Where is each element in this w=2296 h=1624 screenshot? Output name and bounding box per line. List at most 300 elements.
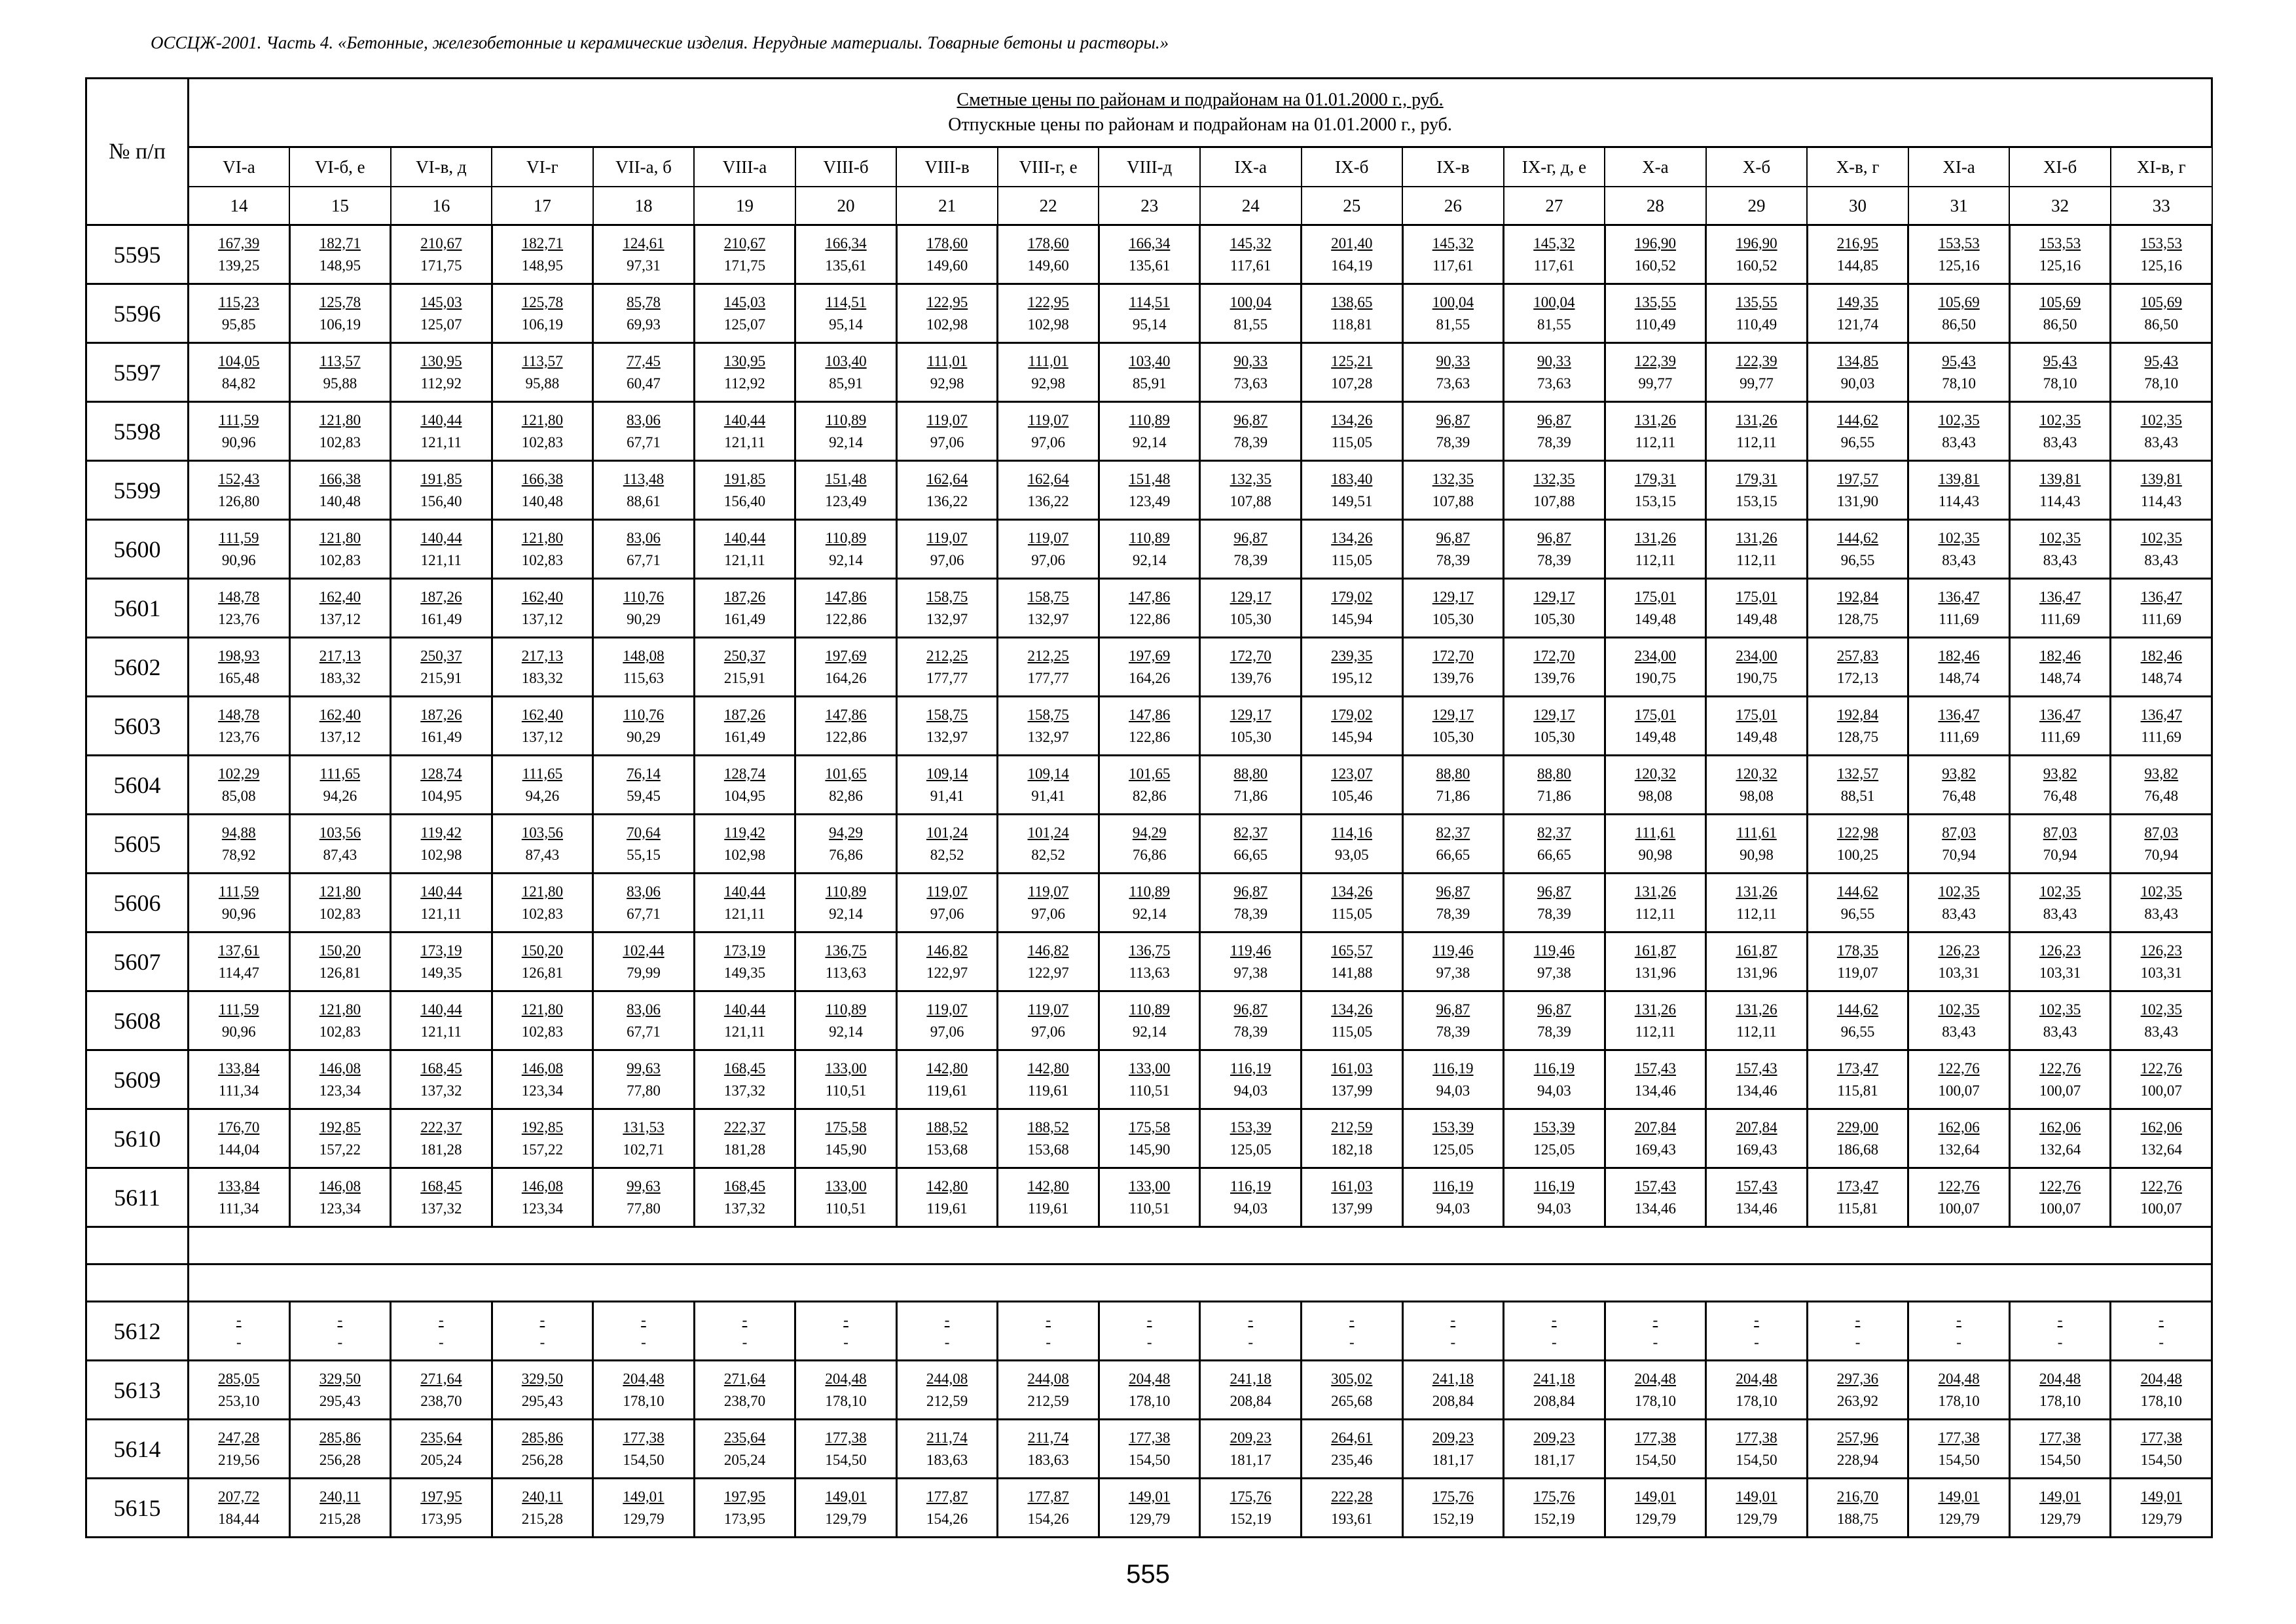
estimated-price: 113,57 (522, 352, 563, 369)
release-price: - (1552, 1333, 1557, 1350)
release-price: 149,35 (420, 964, 462, 981)
release-price: 81,55 (1537, 316, 1571, 333)
estimated-price: 157,43 (1736, 1060, 1777, 1077)
price-cell (593, 1302, 695, 1361)
price-cell (795, 1361, 897, 1420)
release-price: 78,39 (1233, 434, 1268, 451)
estimated-price: 140,44 (420, 411, 462, 428)
price-cell (391, 225, 492, 284)
release-price: 123,34 (521, 1200, 564, 1217)
estimated-price: 182,71 (319, 234, 361, 251)
release-price: 114,43 (2141, 492, 2182, 509)
release-price: 90,96 (221, 434, 256, 451)
estimated-price: 250,37 (420, 647, 462, 664)
estimated-price: 187,26 (723, 588, 766, 605)
estimated-price: 83,06 (627, 529, 661, 546)
release-price: 94,03 (1436, 1200, 1470, 1217)
estimated-price: 217,13 (319, 647, 361, 664)
release-price: - (944, 1333, 950, 1350)
price-cell (593, 343, 695, 402)
release-price: 105,30 (1230, 610, 1271, 627)
estimated-price: 197,95 (723, 1488, 766, 1505)
release-price: 111,69 (1939, 728, 1979, 745)
price-cell (1807, 1109, 1908, 1168)
estimated-price: 216,95 (1836, 234, 1879, 251)
price-cell (1504, 1420, 1605, 1479)
price-cell (1807, 815, 1908, 874)
estimated-price: 83,06 (627, 411, 661, 428)
price-cell (896, 815, 998, 874)
release-price: 153,15 (1736, 492, 1777, 509)
estimated-price: 201,40 (1331, 234, 1373, 251)
estimated-price: 87,03 (2043, 824, 2077, 841)
price-cell (998, 461, 1099, 520)
price-cell (1908, 1420, 2010, 1479)
estimated-price: 119,07 (926, 1001, 968, 1018)
price-cell (1099, 991, 1200, 1050)
release-price: 105,30 (1230, 728, 1271, 745)
price-cell (998, 1361, 1099, 1420)
price-cell (1807, 756, 1908, 815)
estimated-price: 131,26 (1736, 1001, 1777, 1018)
estimated-price: 177,38 (623, 1429, 665, 1446)
price-cell (1807, 874, 1908, 932)
row-number: 5595 (86, 225, 189, 284)
release-price: 96,55 (1840, 551, 1875, 568)
price-cell (1504, 697, 1605, 756)
estimated-price: 168,45 (723, 1177, 766, 1194)
release-price: 153,68 (926, 1141, 968, 1158)
estimated-price: 191,85 (723, 470, 766, 487)
release-price: 105,30 (1432, 610, 1474, 627)
release-price: 55,15 (627, 846, 661, 863)
release-price: 102,83 (319, 1023, 361, 1040)
price-cell (795, 1420, 897, 1479)
release-price: 125,05 (1432, 1141, 1474, 1158)
estimated-price: 285,86 (521, 1429, 564, 1446)
release-price: 67,71 (627, 905, 661, 922)
estimated-price: 124,61 (623, 234, 665, 251)
release-price: 212,59 (1027, 1392, 1069, 1409)
release-price: 111,69 (2141, 610, 2181, 627)
release-price: 173,95 (420, 1510, 462, 1527)
price-cell (2111, 815, 2212, 874)
release-price: 141,88 (1331, 964, 1373, 981)
price-cell (1706, 1479, 1808, 1538)
release-price: 96,55 (1840, 434, 1875, 451)
estimated-price: 119,42 (420, 824, 462, 841)
price-cell (795, 991, 897, 1050)
release-price: 160,52 (1634, 257, 1677, 274)
price-cell (694, 343, 795, 402)
price-cell (1605, 225, 1706, 284)
estimated-price: - (1349, 1311, 1355, 1328)
price-cell (1200, 815, 1302, 874)
price-cell (896, 1420, 998, 1479)
release-price: 115,05 (1331, 1023, 1372, 1040)
price-cell (1908, 1168, 2010, 1227)
estimated-price: 196,90 (1736, 234, 1777, 251)
price-cell (1402, 932, 1504, 991)
release-price: - (641, 1333, 646, 1350)
price-cell (2009, 343, 2111, 402)
release-price: 100,07 (2039, 1200, 2081, 1217)
price-cell (1706, 874, 1808, 932)
price-cell (1605, 756, 1706, 815)
estimated-price: 264,61 (1331, 1429, 1373, 1446)
estimated-price: 136,47 (1938, 706, 1980, 723)
price-cell (2111, 756, 2212, 815)
estimated-price: 96,87 (1436, 1001, 1470, 1018)
price-cell (593, 991, 695, 1050)
price-cell (492, 1361, 593, 1420)
release-price: 117,61 (1230, 257, 1271, 274)
estimated-price: 138,65 (1331, 293, 1373, 310)
estimated-price: 222,37 (723, 1118, 766, 1135)
estimated-price: 120,32 (1634, 765, 1677, 782)
estimated-price: 134,85 (1836, 352, 1879, 369)
price-cell (1200, 932, 1302, 991)
price-cell (593, 520, 695, 579)
estimated-price: 182,46 (2039, 647, 2081, 664)
release-price: 135,61 (1129, 257, 1171, 274)
estimated-price: 216,70 (1836, 1488, 1879, 1505)
column-index: 31 (1908, 187, 2010, 225)
price-cell (1302, 1168, 1403, 1227)
release-price: 81,55 (1436, 316, 1470, 333)
release-price: 76,48 (1942, 787, 1976, 804)
column-index: 29 (1706, 187, 1808, 225)
row-number: 5596 (86, 284, 189, 343)
estimated-price: - (742, 1311, 748, 1328)
estimated-price: 111,65 (319, 765, 361, 782)
price-cell (2009, 638, 2111, 697)
estimated-price: 133,84 (218, 1060, 260, 1077)
price-cell (391, 520, 492, 579)
release-price: 102,83 (521, 434, 564, 451)
release-price: 112,11 (1635, 905, 1676, 922)
release-price: 111,69 (2039, 610, 2081, 627)
estimated-price: 173,19 (420, 942, 462, 959)
release-price: - (1450, 1333, 1456, 1350)
price-cell (1099, 1050, 1200, 1109)
estimated-price: 158,75 (1027, 706, 1069, 723)
page-number: 555 (1126, 1560, 1170, 1589)
table-title (189, 79, 2212, 147)
price-cell (998, 1420, 1099, 1479)
row-number: 5600 (86, 520, 189, 579)
price-cell (1099, 461, 1200, 520)
release-price: 208,84 (1533, 1392, 1575, 1409)
estimated-price: 136,75 (825, 942, 867, 959)
price-cell (1807, 1420, 1908, 1479)
price-cell (2111, 1420, 2212, 1479)
estimated-price: - (1450, 1311, 1456, 1328)
estimated-price: 110,89 (1129, 529, 1170, 546)
price-cell (2111, 343, 2212, 402)
estimated-price: 197,69 (1129, 647, 1171, 664)
release-price: 115,81 (1837, 1082, 1878, 1099)
estimated-price: 192,85 (319, 1118, 361, 1135)
price-cell (1099, 402, 1200, 461)
release-price: 121,11 (724, 1023, 765, 1040)
release-price: 125,16 (2039, 257, 2081, 274)
estimated-price: 120,32 (1736, 765, 1777, 782)
estimated-price: 222,37 (420, 1118, 462, 1135)
release-price: 178,10 (1634, 1392, 1677, 1409)
release-price: 82,52 (930, 846, 964, 863)
price-cell (896, 1361, 998, 1420)
price-cell (189, 874, 290, 932)
release-price: 145,90 (1129, 1141, 1171, 1158)
estimated-price: 151,48 (1129, 470, 1171, 487)
price-cell (1807, 1479, 1908, 1538)
number-column-header: № п/п (86, 79, 189, 225)
release-price: 112,11 (1635, 1023, 1676, 1040)
price-table (85, 77, 2213, 1538)
estimated-price: 122,95 (1027, 293, 1069, 310)
price-cell (1099, 932, 1200, 991)
price-cell (1807, 579, 1908, 638)
price-cell (998, 932, 1099, 991)
price-cell (1402, 1302, 1504, 1361)
release-price: 78,39 (1436, 1023, 1470, 1040)
price-cell (593, 874, 695, 932)
release-price: 228,94 (1836, 1451, 1879, 1468)
price-cell (1504, 874, 1605, 932)
estimated-price: 95,43 (1942, 352, 1976, 369)
estimated-price: 82,37 (1436, 824, 1470, 841)
price-cell (1908, 1302, 2010, 1361)
price-cell (2009, 932, 2111, 991)
release-price: 90,96 (221, 551, 256, 568)
price-cell (1504, 756, 1605, 815)
price-cell (593, 402, 695, 461)
price-cell (1504, 402, 1605, 461)
price-cell (1504, 1302, 1605, 1361)
table-row (86, 579, 2212, 638)
release-price: 205,24 (723, 1451, 766, 1468)
price-cell (1908, 520, 2010, 579)
estimated-price: 142,80 (926, 1177, 968, 1194)
estimated-price: 99,63 (627, 1060, 661, 1077)
row-number: 5607 (86, 932, 189, 991)
price-cell (1706, 461, 1808, 520)
region-header: VIII-в (896, 147, 998, 187)
release-price: 76,86 (1132, 846, 1167, 863)
estimated-price: 197,69 (825, 647, 867, 664)
price-cell (1200, 402, 1302, 461)
estimated-price: - (2057, 1311, 2063, 1328)
price-cell (189, 815, 290, 874)
column-index: 28 (1605, 187, 1706, 225)
release-price: 135,61 (825, 257, 867, 274)
price-cell (1302, 1361, 1403, 1420)
release-price: 154,50 (2140, 1451, 2182, 1468)
estimated-price: 121,80 (319, 529, 361, 546)
estimated-price: 187,26 (420, 588, 462, 605)
price-cell (694, 991, 795, 1050)
release-price: 71,86 (1436, 787, 1470, 804)
price-cell (1706, 579, 1808, 638)
release-price: 129,79 (1634, 1510, 1677, 1527)
price-cell (1200, 1302, 1302, 1361)
estimated-price: 153,39 (1533, 1118, 1575, 1135)
price-cell (189, 343, 290, 402)
price-cell (1302, 932, 1403, 991)
release-price: 118,81 (1331, 316, 1372, 333)
estimated-price: 121,80 (319, 1001, 361, 1018)
price-cell (189, 638, 290, 697)
release-price: 139,76 (1533, 669, 1575, 686)
estimated-price: 192,85 (521, 1118, 564, 1135)
estimated-price: 204,48 (1129, 1370, 1171, 1387)
release-price: 183,32 (521, 669, 564, 686)
price-cell (2009, 1479, 2111, 1538)
release-price: 122,86 (1129, 610, 1171, 627)
price-cell (391, 1302, 492, 1361)
release-price: 94,26 (323, 787, 357, 804)
estimated-price: 146,08 (319, 1177, 361, 1194)
estimated-price: 149,01 (2140, 1488, 2182, 1505)
price-cell (1807, 932, 1908, 991)
release-price: 137,12 (319, 610, 361, 627)
release-price: 78,10 (2043, 375, 2077, 392)
estimated-price: 150,20 (521, 942, 564, 959)
estimated-price: 192,84 (1836, 706, 1879, 723)
estimated-price: 100,04 (1533, 293, 1575, 310)
release-price: 78,39 (1537, 1023, 1571, 1040)
estimated-price: 207,72 (218, 1488, 260, 1505)
price-cell (694, 638, 795, 697)
estimated-price: 111,61 (1635, 824, 1676, 841)
estimated-price: 222,28 (1331, 1488, 1373, 1505)
release-price: 97,06 (1031, 551, 1066, 568)
release-price: 212,59 (926, 1392, 968, 1409)
price-cell (1807, 284, 1908, 343)
release-price: 95,88 (323, 375, 357, 392)
estimated-price: 77,45 (627, 352, 661, 369)
estimated-price: 175,01 (1634, 706, 1677, 723)
release-price: - (2057, 1333, 2063, 1350)
estimated-price: 125,21 (1331, 352, 1373, 369)
estimated-price: 134,26 (1331, 529, 1373, 546)
estimated-price: 115,23 (218, 293, 259, 310)
release-price: 92,14 (1132, 551, 1167, 568)
estimated-price: 179,31 (1736, 470, 1777, 487)
release-price: 161,49 (420, 610, 462, 627)
release-price: 78,39 (1233, 905, 1268, 922)
release-price: 102,98 (1027, 316, 1069, 333)
release-price: 119,07 (1837, 964, 1878, 981)
estimated-price: 103,40 (1129, 352, 1171, 369)
table-row (86, 1050, 2212, 1109)
release-price: 137,12 (521, 610, 564, 627)
release-price: 114,43 (2039, 492, 2081, 509)
release-price: 112,11 (1736, 905, 1777, 922)
release-price: 90,98 (1638, 846, 1673, 863)
estimated-price: 285,86 (319, 1429, 361, 1446)
release-price: - (539, 1333, 545, 1350)
release-price: 97,06 (1031, 905, 1066, 922)
blank-cell (86, 1227, 189, 1264)
estimated-price: 122,76 (2140, 1177, 2182, 1194)
estimated-price: 145,03 (420, 293, 462, 310)
price-cell (1402, 638, 1504, 697)
price-cell (694, 520, 795, 579)
release-price: 136,22 (926, 492, 968, 509)
release-price: 94,03 (1436, 1082, 1470, 1099)
price-cell (896, 1479, 998, 1538)
release-price: 183,63 (926, 1451, 968, 1468)
price-cell (795, 638, 897, 697)
release-price: 78,10 (2144, 375, 2179, 392)
price-cell (1402, 815, 1504, 874)
release-price: 111,69 (2039, 728, 2081, 745)
release-price: 97,38 (1537, 964, 1571, 981)
release-price: 131,90 (1836, 492, 1879, 509)
price-cell (2111, 1361, 2212, 1420)
price-cell (998, 343, 1099, 402)
estimated-price: 157,43 (1634, 1060, 1677, 1077)
estimated-price: 82,37 (1233, 824, 1268, 841)
price-cell (896, 1109, 998, 1168)
estimated-price: 161,03 (1331, 1177, 1373, 1194)
release-price: 208,84 (1432, 1392, 1474, 1409)
estimated-price: 126,23 (1938, 942, 1980, 959)
estimated-price: 111,61 (1736, 824, 1777, 841)
price-cell (492, 1109, 593, 1168)
estimated-price: 162,06 (2039, 1118, 2081, 1135)
price-cell (289, 1109, 391, 1168)
release-price: 154,26 (926, 1510, 968, 1527)
price-cell (1402, 284, 1504, 343)
estimated-price: 175,58 (825, 1118, 867, 1135)
estimated-price: 187,26 (723, 706, 766, 723)
price-cell (593, 1361, 695, 1420)
release-price: 110,51 (1129, 1200, 1170, 1217)
release-price: 139,76 (1230, 669, 1271, 686)
price-cell (2111, 638, 2212, 697)
price-cell (2009, 991, 2111, 1050)
release-price: 121,11 (724, 905, 765, 922)
price-cell (289, 520, 391, 579)
release-price: 82,86 (829, 787, 863, 804)
estimated-prices-title: Сметные цены по районам и подрайонам на 01.01.2000 г., руб. (957, 90, 1444, 110)
price-cell (694, 1420, 795, 1479)
release-price: 95,14 (829, 316, 863, 333)
release-price: 67,71 (627, 434, 661, 451)
price-cell (593, 1479, 695, 1538)
estimated-price: - (1855, 1311, 1861, 1328)
estimated-price: 94,29 (1132, 824, 1167, 841)
price-cell (289, 1168, 391, 1227)
price-cell (492, 697, 593, 756)
estimated-price: 175,01 (1736, 706, 1777, 723)
release-price: 86,50 (2144, 316, 2179, 333)
release-price: 76,48 (2043, 787, 2077, 804)
estimated-price: 204,48 (1634, 1370, 1677, 1387)
release-price: 140,48 (521, 492, 564, 509)
price-cell (694, 932, 795, 991)
price-cell (1504, 461, 1605, 520)
estimated-price: 121,80 (521, 883, 564, 900)
estimated-price: 116,19 (1230, 1177, 1271, 1194)
region-header: VIII-г, е (998, 147, 1099, 187)
estimated-price: 119,07 (1027, 411, 1069, 428)
release-price: 121,11 (420, 551, 462, 568)
document-header: ОССЦЖ-2001. Часть 4. «Бетонные, железобетонные и керамические изделия. Нерудные материалы. Товарные бетоны и растворы.» (151, 33, 1169, 52)
